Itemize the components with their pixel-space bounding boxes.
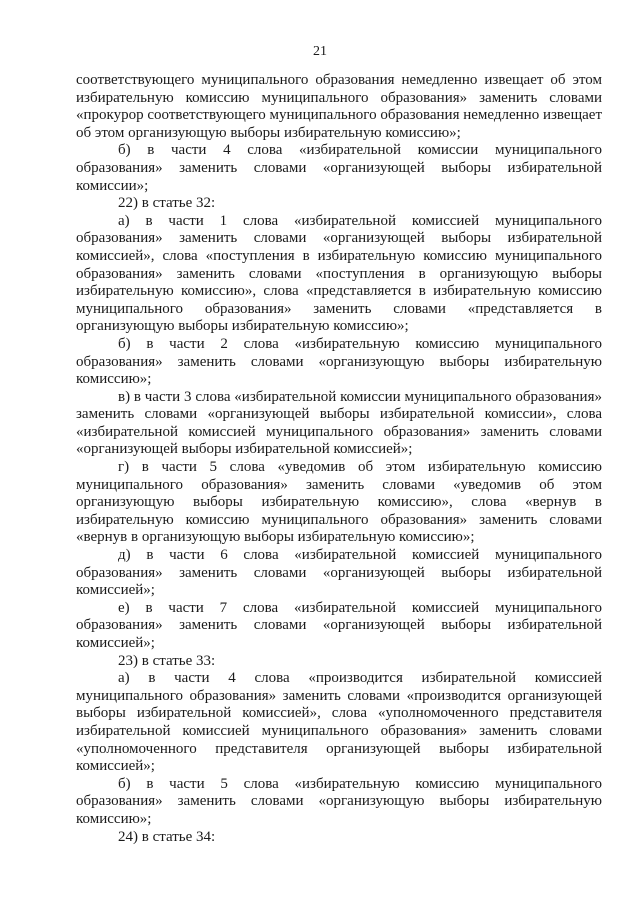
paragraph-item-32a: а) в части 1 слова «избирательной комиссией муниципального образования» заменить словами «организующей выборы избирательной комиссией», слова «поступления в избирательную комиссию муниципального образования» заменить словами «поступления в организующую выборы избирательную комиссию», слова «представляется в избирательную комиссию муниципального образования» заменить словами «представляется в организующую выборы избирательную комиссию»; bbox=[76, 212, 602, 335]
paragraph-heading-24: 24) в статье 34: bbox=[118, 828, 216, 845]
document-body bbox=[76, 72, 602, 846]
paragraph-heading-22: 22) в статье 32: bbox=[118, 195, 216, 212]
paragraph-item-33a: а) в части 4 слова «производится избирательной комиссией муниципального образования» заменить словами «производится организующей выборы избирательной комиссией», слова «уполномоченного представителя избирательной комиссией муниципального образования» заменить словами «уполномоченного представителя организующей выборы избирательной комиссией»; bbox=[76, 670, 602, 775]
paragraph-item-33b: б) в части 5 слова «избирательную комиссию муниципального образования» заменить словами «организующую выборы избирательную комиссию»; bbox=[76, 775, 602, 827]
paragraph-item-32e: е) в части 7 слова «избирательной комиссией муниципального образования» заменить словами «организующей выборы избирательной комиссией»; bbox=[76, 599, 602, 651]
paragraph-item-31b: б) в части 4 слова «избирательной комиссии муниципального образования» заменить словами «организующей выборы избирательной комиссии»; bbox=[76, 142, 602, 194]
paragraph-continuation: соответствующего муниципального образования немедленно извещает об этом избирательную комиссию муниципального образования» заменить словами «прокурор соответствующего муниципального образования немедленно извещает об этом организующую выборы избирательную комиссию»; bbox=[76, 72, 602, 141]
paragraph-item-32d: д) в части 6 слова «избирательной комиссией муниципального образования» заменить словами «организующей выборы избирательной комиссией»; bbox=[76, 547, 602, 599]
paragraph-heading-23: 23) в статье 33: bbox=[118, 652, 216, 669]
paragraph-item-32b: б) в части 2 слова «избирательную комиссию муниципального образования» заменить словами «организующую выборы избирательную комиссию»; bbox=[76, 335, 602, 388]
paragraph-item-32g: г) в части 5 слова «уведомив об этом избирательную комиссию муниципального образования» заменить словами «уведомив об этом организующую выборы избирательную комиссию», слова «вернув в избирательную комиссию муниципального образования» заменить словами «вернув в организующую выборы избирательную комиссию»; bbox=[76, 459, 602, 546]
page-number: 21 bbox=[313, 44, 327, 59]
paragraph-item-32v: в) в части 3 слова «избирательной комиссии муниципального образования» заменить словами «организующей выборы избирательной комиссии», слова «избирательной комиссией муниципального образования» заменить словами «организующей выборы избирательной комиссией»; bbox=[76, 388, 602, 458]
